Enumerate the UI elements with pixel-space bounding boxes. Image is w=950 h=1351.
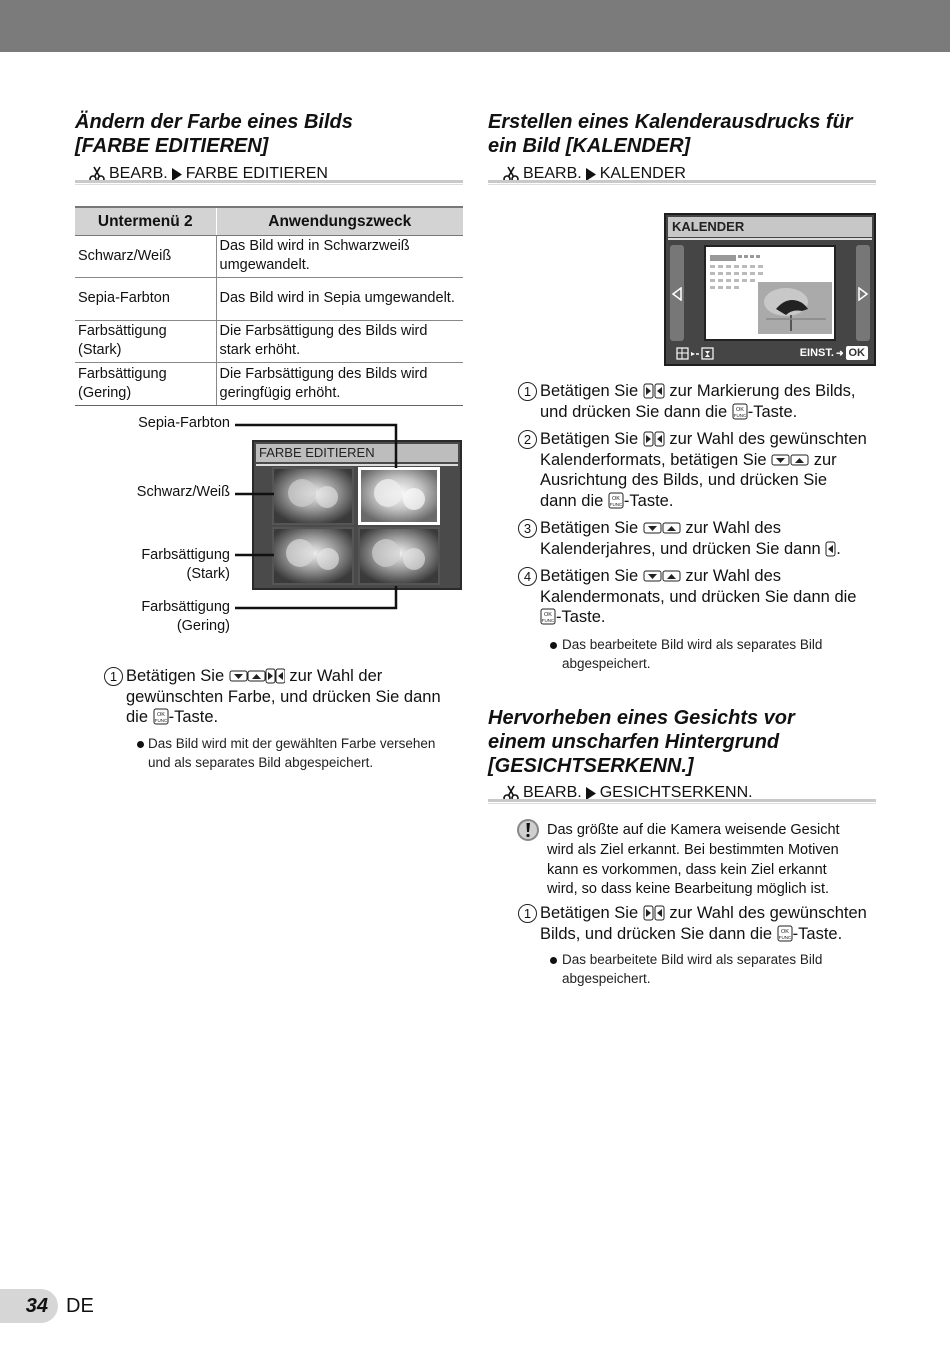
table-cell: Schwarz/Weiß: [75, 235, 216, 278]
note-line: Das Bild wird mit der gewählten Farbe versehen: [148, 736, 436, 751]
page-number: 34: [0, 1289, 58, 1323]
step-text: Betätigen Sie: [540, 567, 639, 585]
label-line: Farbsättigung: [141, 599, 230, 615]
step-text: Betätigen Sie: [126, 667, 225, 685]
step-text: die: [126, 708, 149, 726]
right-button-icon: [825, 541, 836, 557]
table-cell: Farbsättigung (Gering): [75, 363, 216, 406]
caution-icon: [516, 818, 540, 842]
svg-text:FUNC: FUNC: [154, 718, 167, 723]
arrow-right-icon[interactable]: [857, 287, 869, 301]
svg-text:OK: OK: [735, 406, 744, 413]
table-header-row: [75, 207, 463, 235]
diagram-label-sepia: Sepia-Farbton: [138, 415, 230, 431]
table-cell: Das Bild wird in Sepia umgewandelt.: [216, 278, 463, 321]
ok-func-button-icon: [777, 925, 793, 942]
note-line: Das bearbeitete Bild wird als separates Bild: [562, 637, 823, 652]
screen-title: FARBE EDITIEREN: [256, 444, 458, 462]
svg-text:OK: OK: [611, 495, 620, 502]
note-line: kann es vorkommen, dass kein Ziel erkannt: [547, 861, 827, 878]
table-cell: Das Bild wird in Schwarzweiß umgewandelt.: [216, 235, 463, 278]
step-line: [126, 666, 466, 687]
left-right-buttons-icon: [643, 383, 665, 399]
language-code: DE: [66, 1295, 94, 1317]
diagram-label-bw: Schwarz/Weiß: [136, 484, 230, 500]
step-text: -Taste.: [623, 491, 674, 510]
svg-text:OK: OK: [156, 712, 165, 718]
bullet: [550, 957, 557, 964]
step-text: Kalenderformats, betätigen Sie: [540, 450, 767, 469]
step-text: zur Wahl des: [685, 519, 782, 537]
table-row: [75, 235, 463, 278]
step-number: 3: [518, 519, 537, 538]
path-segment: KALENDER: [599, 165, 686, 182]
path-segment: BEARB.: [523, 165, 582, 182]
table-cell: Farbsättigung (Stark): [75, 320, 216, 363]
note-line: Das größte auf die Kamera weisende Gesicht: [547, 822, 840, 838]
bullet: [137, 741, 144, 748]
step-text: zur Markierung des Bilds,: [669, 382, 856, 400]
submenu-table: [75, 206, 463, 406]
step-line: [126, 707, 466, 728]
diagram-label-gering: [100, 598, 230, 636]
path-segment: GESICHTSERKENN.: [599, 784, 753, 801]
step-text: -Taste.: [556, 608, 606, 626]
step-farbe: [126, 666, 466, 728]
path-segment: BEARB.: [109, 165, 168, 182]
divider: [75, 180, 463, 185]
title-line: Hervorheben eines Gesichts vor: [488, 707, 795, 729]
screen-set-hint: [800, 346, 868, 360]
svg-text:OK: OK: [780, 928, 789, 935]
step-number: 4: [518, 567, 537, 586]
section-title-kalender: [488, 110, 853, 158]
note-kalender: [562, 636, 882, 673]
title-line: Ändern der Farbe eines Bilds: [75, 111, 353, 133]
step-line: [540, 518, 885, 539]
step-text: Betätigen Sie: [540, 430, 639, 448]
divider: [488, 180, 876, 185]
step-line: [540, 607, 885, 628]
title-line: [GESICHTSERKENN.]: [488, 755, 694, 777]
step-line: [540, 539, 885, 560]
step-kalender-4: [540, 566, 885, 628]
section-title-gesicht: [488, 706, 795, 778]
step-line: [540, 566, 885, 587]
title-line: [FARBE EDITIEREN]: [75, 135, 269, 157]
step-text: zur: [813, 450, 837, 469]
step-line: [540, 924, 885, 945]
table-cell: Die Farbsättigung des Bilds wird stark erhöht.: [216, 320, 463, 363]
step-text: dann die: [540, 491, 604, 510]
step-text: und drücken Sie dann die: [540, 402, 728, 421]
column-header: Untermenü 2: [75, 207, 216, 235]
table-row: [75, 363, 463, 406]
step-kalender-3: [540, 518, 885, 559]
set-label: EINST.: [799, 347, 834, 359]
ok-button: OK: [846, 346, 869, 360]
up-down-buttons-icon: [643, 568, 681, 584]
ok-func-button-icon: [153, 708, 169, 725]
divider: [488, 799, 876, 804]
left-right-buttons-icon: [643, 905, 665, 921]
triangle-right-icon: [171, 168, 183, 181]
title-line: ein Bild [KALENDER]: [488, 135, 691, 157]
note-line: wird, so dass keine Bearbeitung möglich ist.: [547, 881, 830, 898]
path-segment: FARBE EDITIEREN: [185, 165, 328, 182]
step-line: Ausrichtung des Bilds, und drücken Sie: [540, 471, 828, 489]
step-line: [540, 903, 885, 924]
note-line: abgespeichert.: [562, 655, 651, 671]
rotate-format-icon: [676, 347, 718, 361]
up-down-buttons-icon: [643, 520, 681, 536]
bullet: [550, 642, 557, 649]
step-line: gewünschten Farbe, und drücken Sie dann: [126, 687, 441, 706]
step-gesicht: [540, 903, 885, 944]
svg-text:FUNC: FUNC: [541, 618, 555, 623]
screen-divider: [668, 238, 872, 240]
step-text: zur Wahl des gewünschten: [669, 904, 867, 922]
section-title-farbe: [75, 110, 353, 158]
screen-title: KALENDER: [668, 217, 872, 237]
step-number: 1: [518, 904, 537, 923]
label-line: (Gering): [176, 618, 230, 634]
step-number: 1: [518, 382, 537, 401]
calendar-preview: [704, 245, 836, 341]
step-line: [540, 429, 885, 450]
ok-func-button-icon: [540, 608, 556, 625]
step-text: -Taste.: [792, 924, 843, 943]
ok-func-button-icon: [732, 403, 748, 420]
caution-note: [547, 821, 877, 900]
svg-text:FUNC: FUNC: [733, 412, 746, 418]
arrow-icon: ➜: [835, 348, 844, 358]
up-down-buttons-icon: [771, 452, 809, 468]
step-line: Kalendermonats, und drücken Sie dann die: [540, 587, 857, 606]
note-line: abgespeichert.: [562, 970, 651, 986]
step-text: -Taste.: [747, 402, 798, 421]
step-line: [540, 450, 885, 471]
label-line: Farbsättigung: [141, 547, 230, 563]
camera-screen-kalender: [664, 213, 876, 366]
step-kalender-1: [540, 381, 885, 422]
triangle-right-icon: [585, 787, 597, 800]
calendar-thumbnail: [706, 247, 834, 339]
diagram-label-stark: [100, 546, 230, 584]
step-line: [540, 402, 885, 423]
title-line: Erstellen eines Kalenderausdrucks für: [488, 111, 853, 133]
table-cell: Sepia-Farbton: [75, 278, 216, 321]
label-line: (Stark): [186, 566, 230, 582]
svg-text:OK: OK: [544, 612, 552, 618]
note-farbe: [148, 735, 468, 772]
title-line: einem unscharfen Hintergrund: [488, 731, 780, 753]
step-text: zur Wahl der: [289, 667, 383, 685]
step-text: Betätigen Sie: [540, 519, 639, 537]
note-gesicht: [562, 951, 882, 988]
step-text: .: [836, 539, 841, 558]
table-cell: Die Farbsättigung des Bilds wird geringfügig erhöht.: [216, 363, 463, 406]
step-text: Betätigen Sie: [540, 904, 639, 922]
step-text: zur Wahl des: [685, 567, 782, 585]
triangle-right-icon: [585, 168, 597, 181]
path-segment: BEARB.: [523, 784, 582, 801]
arrow-buttons-icon: [229, 668, 285, 684]
step-text: Kalenderjahres, und drücken Sie dann: [540, 539, 821, 558]
step-kalender-2: [540, 429, 885, 511]
table-row: [75, 320, 463, 363]
column-header: Anwendungszweck: [216, 207, 463, 235]
left-right-buttons-icon: [643, 431, 665, 447]
table-row: [75, 278, 463, 321]
svg-text:FUNC: FUNC: [778, 934, 791, 940]
step-text: Betätigen Sie: [540, 382, 639, 400]
diagram-leader-lines: [232, 420, 402, 620]
step-text: zur Wahl des gewünschten: [669, 430, 867, 448]
step-text: -Taste.: [168, 708, 219, 726]
note-line: Das bearbeitete Bild wird als separates Bild: [562, 952, 823, 967]
note-line: und als separates Bild abgespeichert.: [148, 754, 374, 770]
step-number: 2: [518, 430, 537, 449]
header-bar: [0, 0, 950, 52]
step-text: Bilds, und drücken Sie dann die: [540, 924, 773, 943]
ok-func-button-icon: [608, 492, 624, 509]
step-line: [540, 491, 885, 512]
svg-text:FUNC: FUNC: [609, 501, 623, 507]
step-number: 1: [104, 667, 123, 686]
step-line: [540, 381, 885, 402]
arrow-left-icon[interactable]: [671, 287, 683, 301]
note-line: wird als Ziel erkannt. Bei bestimmten Motiven: [547, 841, 839, 858]
